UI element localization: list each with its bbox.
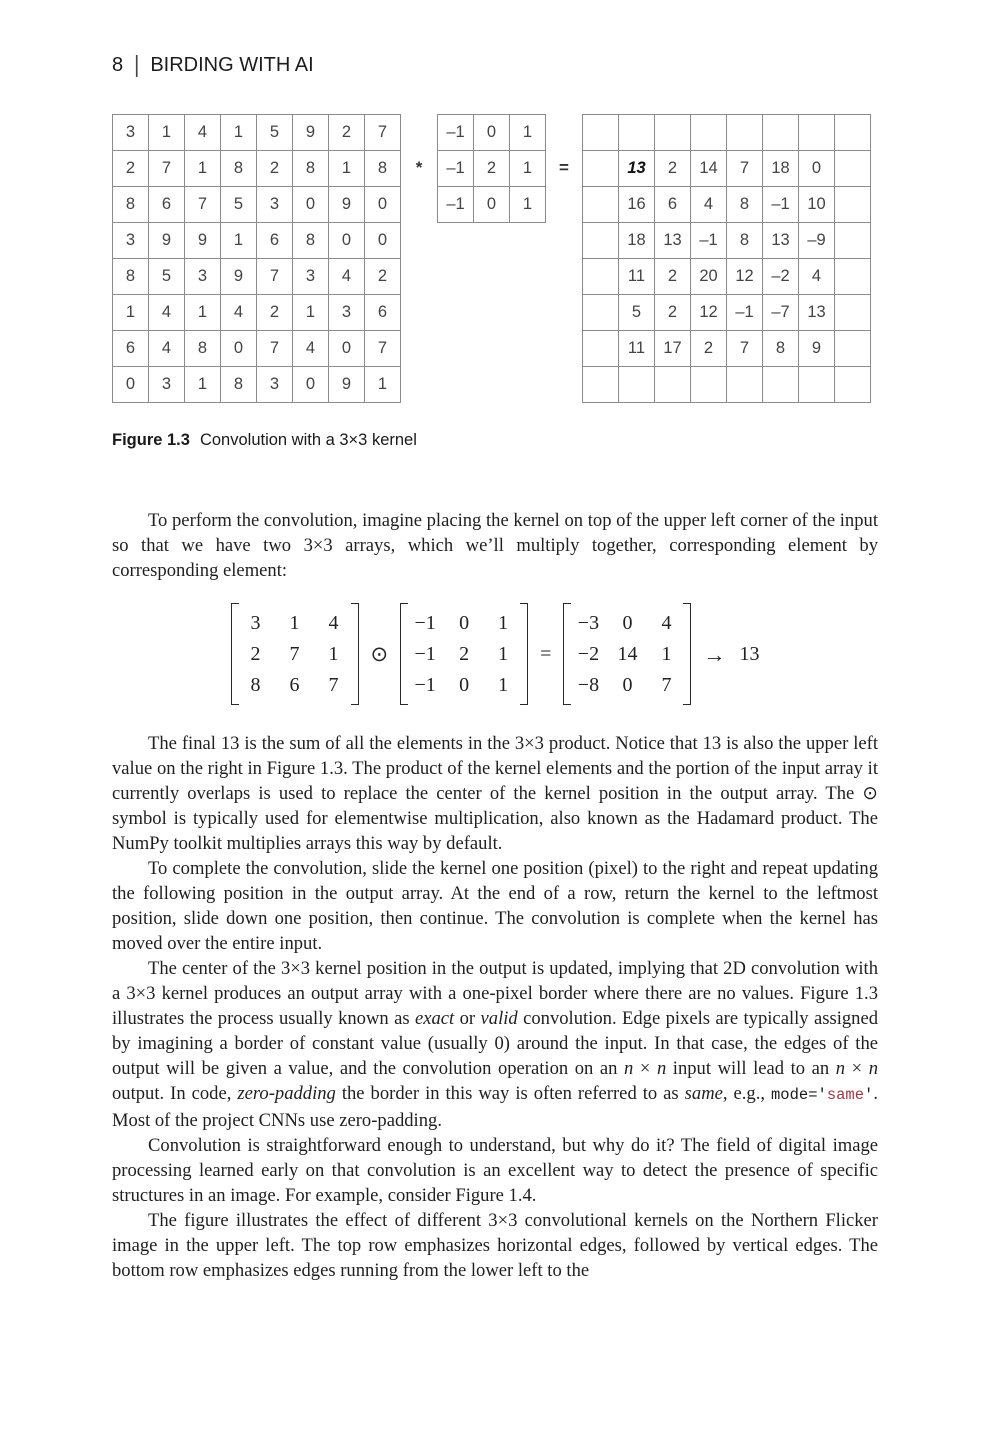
matrix-cell: −1 [414,643,436,665]
matrix-cell: 13 [619,151,655,187]
matrix-cell: −8 [577,674,600,696]
matrix-cell: 6 [149,187,185,223]
matrix-cell: 4 [329,259,365,295]
matrix-cell: 17 [655,331,691,367]
matrix-cell: 0 [365,223,401,259]
matrix-cell: 7 [365,331,401,367]
matrix-cell: 8 [293,151,329,187]
matrix-cell: 9 [799,331,835,367]
matrix-cell: 7 [727,331,763,367]
matrix-cell: −1 [414,612,436,634]
matrix-cell: 8 [763,331,799,367]
matrix-cell: 12 [727,259,763,295]
matrix-cell: 4 [691,187,727,223]
matrix-cell: –2 [763,259,799,295]
matrix-cell [835,115,871,151]
matrix-cell [727,367,763,403]
matrix-cell: 6 [655,187,691,223]
matrix-cell: 1 [221,115,257,151]
matrix-cell: 5 [149,259,185,295]
paragraph-complete-convolution: To complete the convolution, slide the kernel one position (pixel) to the right and repeat updating the following position in the output array. At the end of a row, return the kernel to the leftmost position, slide down one position, then continue. The convolution is complete when the kernel has moved over the entire input. [112,858,878,954]
matrix-cell: 0 [799,151,835,187]
matrix-cell: 13 [799,295,835,331]
matrix-cell: –1 [438,151,474,187]
matrix-cell: 1 [293,295,329,331]
matrix-cell: 16 [619,187,655,223]
matrix-cell: 1 [661,643,672,665]
matrix-cell: 2 [257,295,293,331]
paragraph-kernel-center: The center of the 3×3 kernel position in the output is updated, implying that 2D convolution with a 3×3 kernel produces an output array with a one-pixel border where there are no values. Figure 1.3 illustrates the process usually known as exact or valid convolution. Edge pixels are typically assigned by imagining a border of constant value (usually 0) around the input. In that case, the edges of the output will be given a value, and the convolution operation on an n × n input will lead to an n × n output. In code, zero-padding the border in this way is often referred to as same, e.g., mode='same'. Most of the project CNNs use zero-padding. [112,958,879,1131]
matrix-cell: 0 [113,367,149,403]
matrix-cell: 4 [328,612,339,634]
matrix-cell [655,367,691,403]
matrix-cell: 4 [799,259,835,295]
equation-input-matrix [231,603,359,705]
matrix-cell: 18 [763,151,799,187]
matrix-cell [583,151,619,187]
matrix-cell: −3 [577,612,600,634]
matrix-cell [835,259,871,295]
matrix-cell: 0 [293,187,329,223]
matrix-cell [835,187,871,223]
matrix-cell: 8 [113,187,149,223]
matrix-cell [691,367,727,403]
matrix-cell: 0 [329,223,365,259]
matrix-cell [583,115,619,151]
matrix-cell [727,115,763,151]
matrix-cell: 1 [149,115,185,151]
matrix-cell: 1 [510,187,546,223]
matrix-cell: –9 [799,223,835,259]
matrix-cell: 9 [149,223,185,259]
matrix-cell: 2 [329,115,365,151]
matrix-cell: 8 [221,151,257,187]
right-arrow-icon: → [703,641,726,667]
matrix-cell: 0 [221,331,257,367]
output-matrix-grid [582,114,871,403]
matrix-cell: 1 [365,367,401,403]
matrix-cell: 4 [149,331,185,367]
matrix-cell: 0 [293,367,329,403]
matrix-cell: 8 [185,331,221,367]
matrix-cell: 9 [185,223,221,259]
matrix-cell: 0 [459,674,470,696]
matrix-cell: 8 [250,674,261,696]
matrix-cell: –1 [727,295,763,331]
paragraph-figure-effect: The figure illustrates the effect of different 3×3 convolutional kernels on the Northern Flicker image in the upper left. The top row emphasizes horizontal edges, followed by vertical edges. The bottom row emphasizes edges running from the lower left to the [112,1210,878,1281]
matrix-cell: 0 [474,187,510,223]
matrix-cell: 2 [257,151,293,187]
matrix-cell: 3 [257,367,293,403]
matrix-cell: 0 [459,612,470,634]
matrix-cell: −1 [414,674,436,696]
matrix-cell: 4 [149,295,185,331]
matrix-cell [655,115,691,151]
matrix-cell [619,115,655,151]
header-separator: | [134,52,140,78]
matrix-cell: 0 [365,187,401,223]
matrix-cell: 7 [289,643,300,665]
convolution-figure-row [112,114,1000,403]
matrix-cell: 0 [474,115,510,151]
equals-operator: = [559,158,569,177]
matrix-cell [835,223,871,259]
matrix-cell: 1 [329,151,365,187]
matrix-cell [799,115,835,151]
matrix-cell: 6 [257,223,293,259]
matrix-cell: 7 [365,115,401,151]
matrix-cell: 7 [257,259,293,295]
matrix-cell: 4 [185,115,221,151]
matrix-cell: 7 [149,151,185,187]
matrix-cell: −2 [577,643,600,665]
body-text [112,508,878,1283]
page-number: 8 [112,54,124,76]
matrix-cell: 2 [113,151,149,187]
matrix-cell: 20 [691,259,727,295]
matrix-cell: 8 [113,259,149,295]
paragraph-final-13: The final 13 is the sum of all the elements in the 3×3 product. Notice that 13 is also the upper left value on the right in Figure 1.3. The product of the kernel elements and the portion of the input array it currently overlaps is used to replace the center of the kernel position in the output array. The ⊙ symbol is typically used for elementwise multiplication, also known as the Hadamard product. The NumPy toolkit multiplies arrays this way by default. [112,733,878,854]
matrix-cell: 8 [293,223,329,259]
figure-caption-label: Figure 1.3 [112,431,190,449]
matrix-cell: 2 [365,259,401,295]
equation-product-matrix [563,603,691,705]
matrix-cell: 1 [185,295,221,331]
matrix-cell [583,295,619,331]
matrix-cell: 11 [619,259,655,295]
matrix-cell: 3 [149,367,185,403]
matrix-cell [763,115,799,151]
matrix-cell: 3 [113,223,149,259]
input-matrix-grid [112,114,401,403]
matrix-cell: 1 [185,151,221,187]
matrix-cell: 9 [329,367,365,403]
matrix-cell: 18 [619,223,655,259]
matrix-cell: 3 [185,259,221,295]
matrix-cell: 9 [221,259,257,295]
matrix-cell: 8 [365,151,401,187]
matrix-cell: 7 [661,674,672,696]
matrix-cell: 3 [250,612,261,634]
matrix-cell: 2 [474,151,510,187]
matrix-cell: 2 [459,643,470,665]
matrix-cell: 7 [328,674,339,696]
matrix-cell: –1 [438,187,474,223]
matrix-cell: 0 [622,674,633,696]
matrix-cell: 4 [293,331,329,367]
matrix-cell: 0 [622,612,633,634]
matrix-cell: 8 [221,367,257,403]
matrix-cell: 1 [498,612,509,634]
paragraph-why-convolution: Convolution is straightforward enough to understand, but why do it? The field of digital image processing learned early on that convolution is an excellent way to detect the presence of specific structures in an image. For example, consider Figure 1.4. [112,1135,878,1206]
matrix-cell [763,367,799,403]
matrix-cell: 13 [763,223,799,259]
matrix-cell: 7 [185,187,221,223]
matrix-cell: 14 [617,643,638,665]
matrix-cell: 2 [691,331,727,367]
matrix-cell: 8 [727,187,763,223]
running-title: BIRDING WITH AI [150,54,314,76]
matrix-cell [799,367,835,403]
matrix-cell: 1 [289,612,300,634]
matrix-cell: 4 [221,295,257,331]
matrix-cell: 2 [655,259,691,295]
matrix-cell: 2 [655,295,691,331]
matrix-cell: 3 [293,259,329,295]
matrix-cell: 1 [510,151,546,187]
matrix-cell: 0 [329,331,365,367]
matrix-cell: 2 [655,151,691,187]
matrix-cell [583,367,619,403]
matrix-cell: 8 [727,223,763,259]
matrix-cell [583,187,619,223]
equation-result: 13 [739,642,760,665]
matrix-cell: 6 [289,674,300,696]
figure-caption-text: Convolution with a 3×3 kernel [199,431,417,449]
matrix-cell: 1 [185,367,221,403]
matrix-cell: 14 [691,151,727,187]
matrix-cell: 9 [293,115,329,151]
kernel-matrix-grid [437,114,546,223]
matrix-cell [583,259,619,295]
matrix-cell [835,151,871,187]
matrix-cell: 1 [328,643,339,665]
matrix-cell: 4 [661,612,672,634]
matrix-cell [583,223,619,259]
matrix-cell [691,115,727,151]
matrix-cell: 1 [498,674,509,696]
matrix-cell: 9 [329,187,365,223]
matrix-cell: 3 [329,295,365,331]
matrix-cell: 6 [113,331,149,367]
matrix-cell [619,367,655,403]
figure-caption [112,431,1000,450]
matrix-cell: 12 [691,295,727,331]
matrix-cell: 13 [655,223,691,259]
matrix-cell: –1 [763,187,799,223]
matrix-cell: –7 [763,295,799,331]
figure-1-3 [112,114,1000,450]
matrix-cell: 7 [727,151,763,187]
equation-equals: = [540,642,552,665]
matrix-cell: 6 [365,295,401,331]
matrix-cell: 1 [498,643,509,665]
matrix-cell: –1 [438,115,474,151]
matrix-cell: 1 [510,115,546,151]
matrix-cell: 5 [257,115,293,151]
paragraph-perform-convolution: To perform the convolution, imagine placing the kernel on top of the upper left corner of the input so that we have two 3×3 arrays, which we’ll multiply together, corresponding element by corresponding element: [112,510,878,581]
matrix-cell: 1 [113,295,149,331]
matrix-cell [835,367,871,403]
equation-kernel-matrix [400,603,528,705]
hadamard-operator-icon: ⊙ [370,641,389,666]
matrix-cell: 1 [221,223,257,259]
matrix-cell: 5 [619,295,655,331]
hadamard-equation [112,603,878,705]
matrix-cell: 2 [250,643,261,665]
matrix-cell [583,331,619,367]
page-header [112,0,1000,77]
matrix-cell: –1 [691,223,727,259]
matrix-cell: 5 [221,187,257,223]
matrix-cell: 10 [799,187,835,223]
matrix-cell: 7 [257,331,293,367]
matrix-cell [835,295,871,331]
matrix-cell: 3 [257,187,293,223]
matrix-cell: 3 [113,115,149,151]
matrix-cell: 11 [619,331,655,367]
convolve-asterisk-operator: * [415,158,423,177]
matrix-cell [835,331,871,367]
